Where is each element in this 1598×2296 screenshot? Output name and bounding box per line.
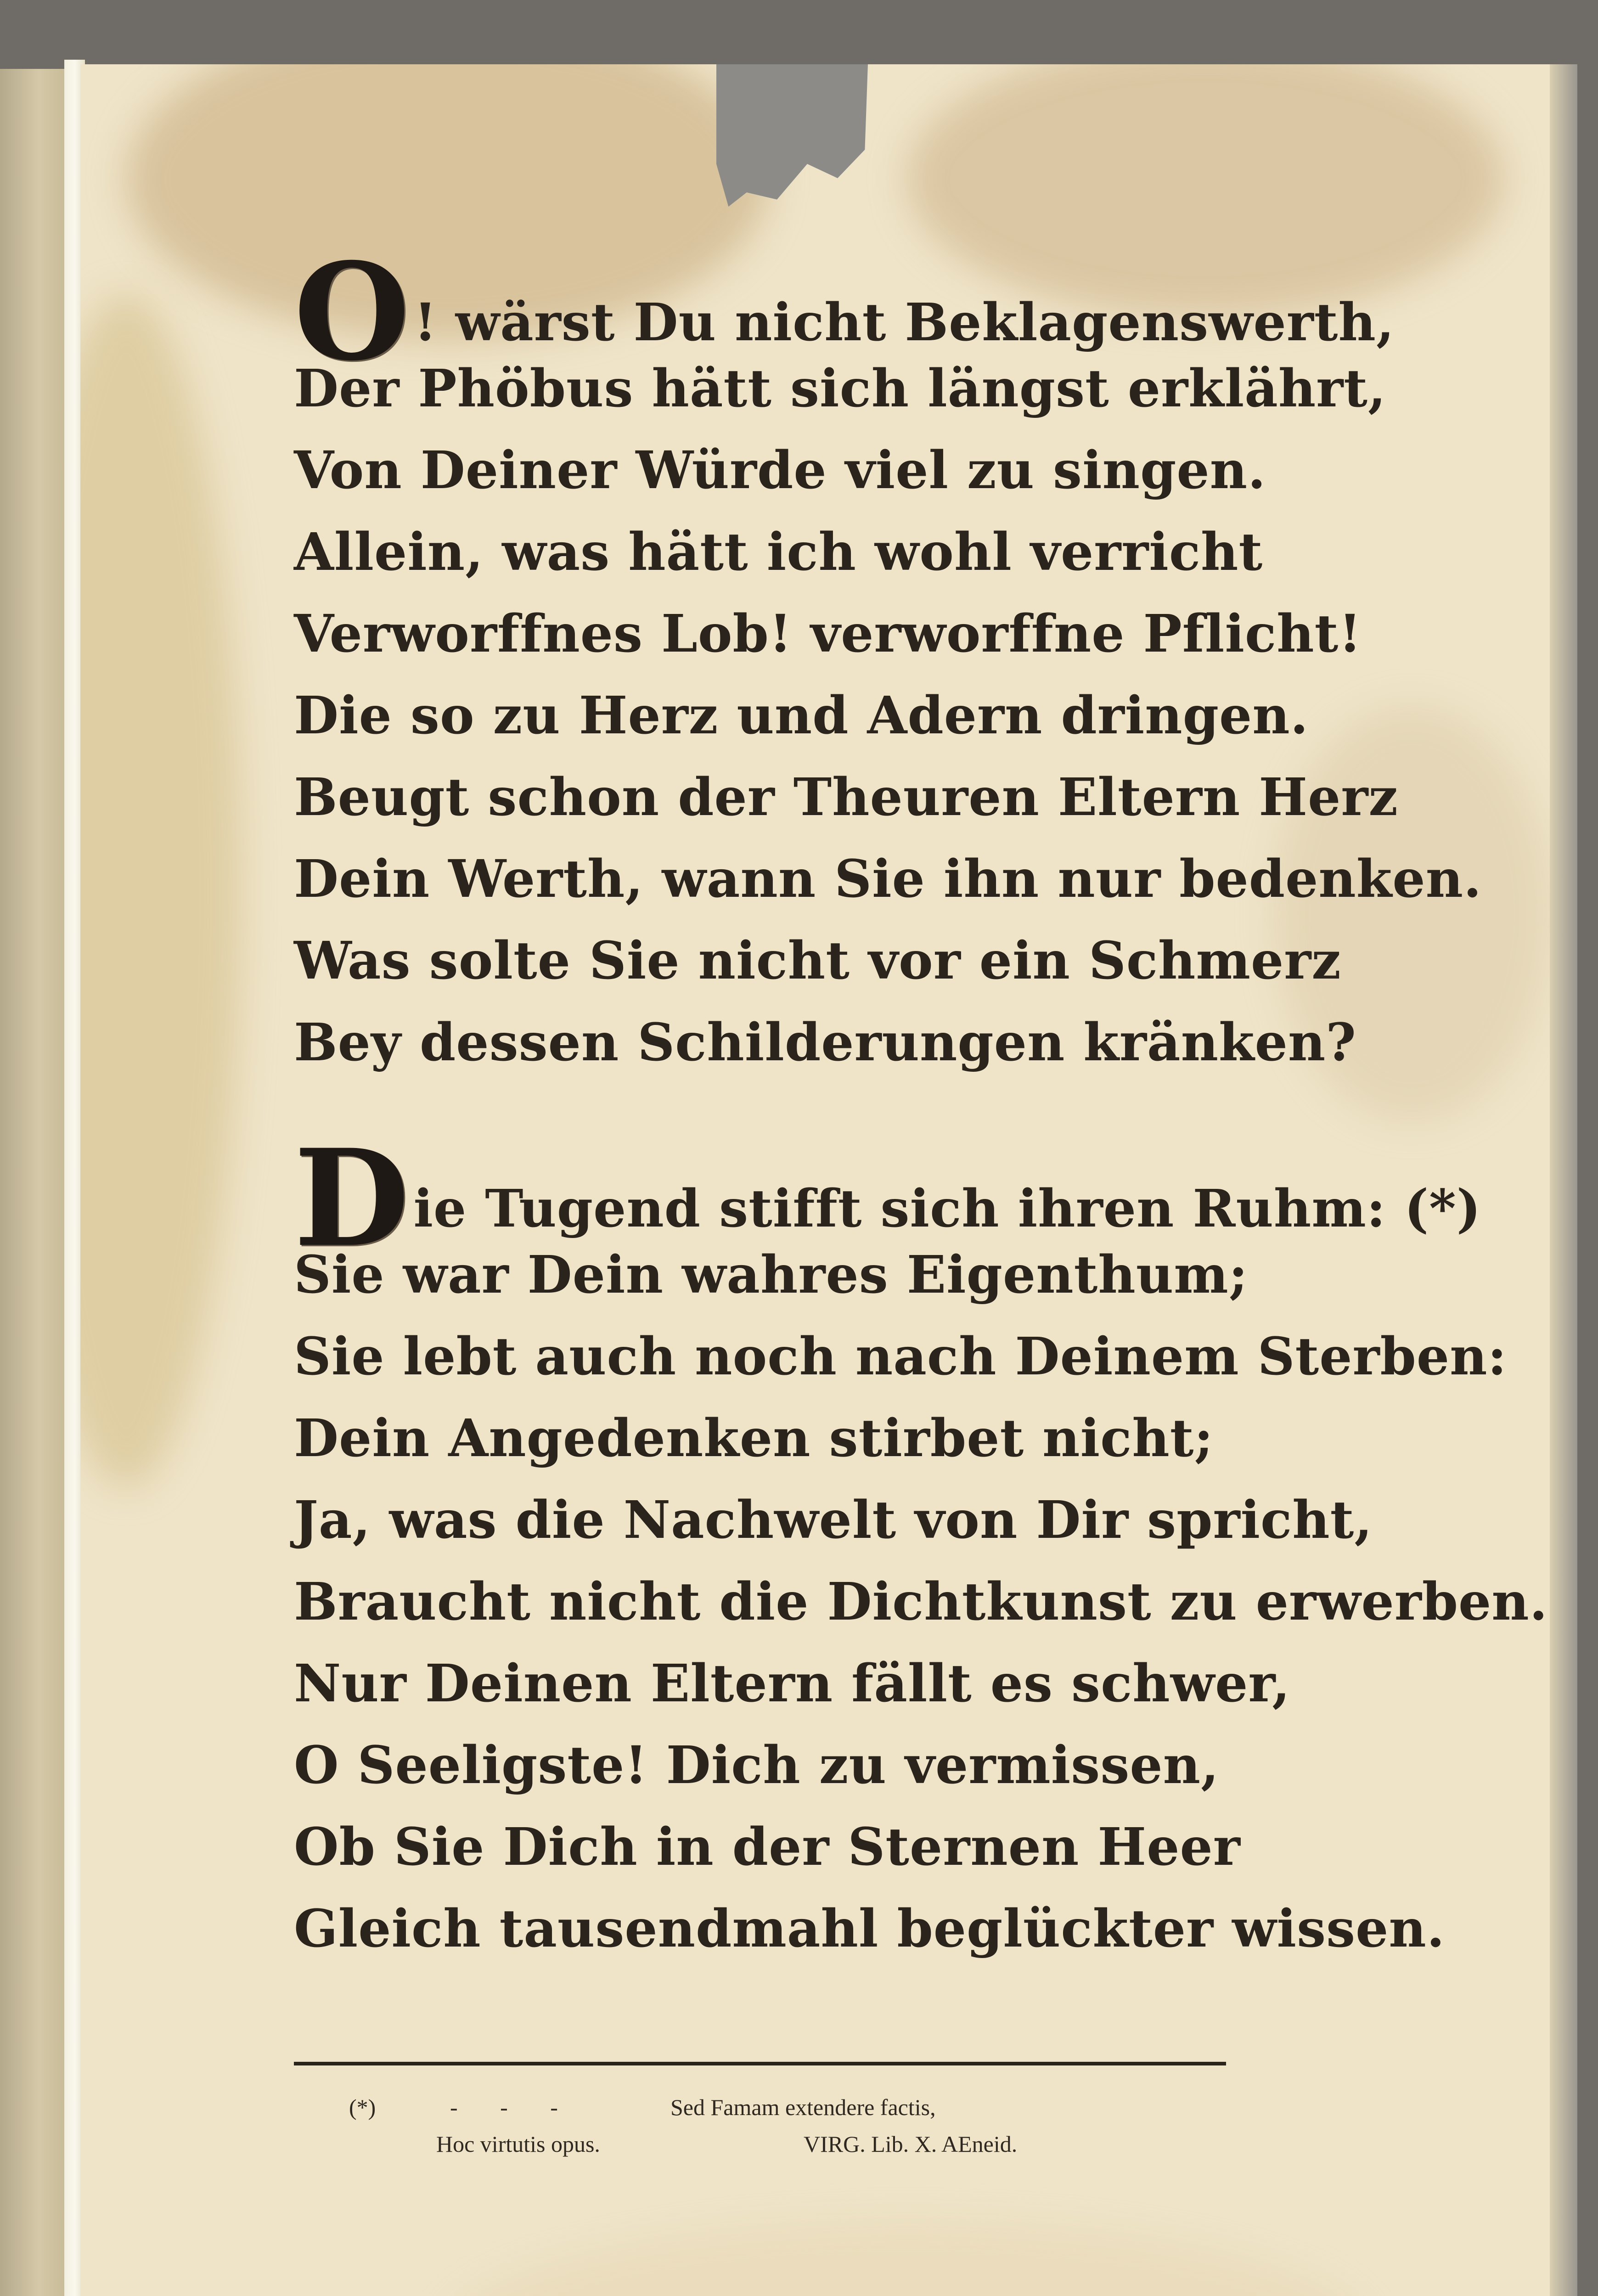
line-text-rest: ! wärst Du nicht Beklagenswerth, [414, 293, 1395, 353]
footnote-dashes: - - - [450, 2094, 576, 2120]
footnote-marker: (*) [349, 2094, 376, 2120]
footnote-source: VIRG. Lib. X. AEneid. [804, 2131, 1018, 2157]
poem-stanza-1 [294, 234, 1482, 1084]
water-stain [80, 294, 241, 1488]
footnote-quote-line-2: Hoc virtutis opus. [436, 2131, 600, 2157]
poem-line: Sie lebt auch noch nach Deinem Sterben: [294, 1327, 1507, 1387]
poem-line: Ja, was die Nachwelt von Dir spricht, [294, 1490, 1373, 1550]
poem-line: Verworffnes Lob! verworffne Pflicht! [294, 604, 1362, 664]
poem-line: Gleich tausendmahl beglückter wissen. [294, 1899, 1445, 1959]
poem-line: Nur Deinen Eltern fällt es schwer, [294, 1654, 1291, 1714]
poem-line: Ob Sie Dich in der Sternen Heer [294, 1817, 1241, 1877]
water-stain [448, 2223, 1366, 2296]
poem-line: Von Deiner Würde viel zu singen. [294, 440, 1266, 501]
poem-line: Beugt schon der Theuren Eltern Herz [294, 767, 1398, 827]
poem-line: Der Phöbus hätt sich längst erklährt, [294, 359, 1386, 419]
drop-cap-initial: D [294, 1120, 410, 1277]
poem-line: Dein Angedenken stirbet nicht; [294, 1408, 1214, 1469]
poem-line: Braucht nicht die Dichtkunst zu erwerben. [294, 1572, 1548, 1632]
poem-line: Bey dessen Schilderungen kränken? [294, 1013, 1356, 1073]
adjacent-page-edge [0, 69, 64, 2296]
poem-line: Dein Werth, wann Sie ihn nur bedenken. [294, 849, 1482, 909]
poem-stanza-2 [294, 1120, 1548, 1970]
line-text-rest: ie Tugend stifft sich ihren Ruhm: (*) [413, 1179, 1481, 1239]
poem-line: Allein, was hätt ich wohl verricht [294, 522, 1263, 582]
poem-line: O Seeligste! Dich zu vermissen, [294, 1735, 1220, 1795]
footnote-quote-line-1: Sed Famam extendere factis, [670, 2094, 936, 2120]
poem-line: Sie war Dein wahres Eigenthum; [294, 1245, 1249, 1305]
poem-line: Die so zu Herz und Adern dringen. [294, 686, 1309, 746]
drop-cap-initial: O [294, 234, 411, 390]
page-edge [1550, 64, 1577, 2296]
poem-line: Was solte Sie nicht vor ein Schmerz [294, 931, 1341, 991]
footnote-divider [294, 2062, 1226, 2065]
